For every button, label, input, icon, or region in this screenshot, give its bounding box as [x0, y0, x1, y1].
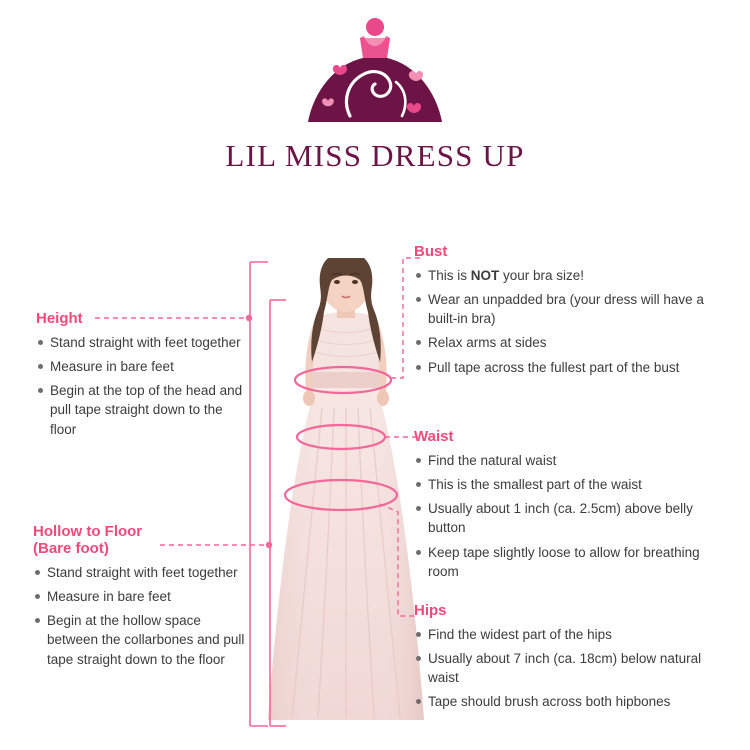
list-item: Keep tape slightly loose to allow for breathing room [414, 543, 719, 581]
list-item: Tape should brush across both hipbones [414, 692, 719, 711]
section-bust-bullets [414, 266, 719, 377]
list-item: Usually about 1 inch (ca. 2.5cm) above belly button [414, 499, 719, 537]
section-hips-title: Hips [414, 602, 447, 619]
section-hollow-to-floor [33, 523, 251, 674]
section-waist-title: Waist [414, 428, 454, 445]
list-item: Pull tape across the fullest part of the bust [414, 358, 719, 377]
list-item: Relax arms at sides [414, 333, 719, 352]
brand-name: LIL MISS DRESS UP [225, 138, 525, 173]
section-height-title: Height [36, 310, 83, 327]
list-item: Measure in bare feet [36, 357, 248, 376]
section-waist-bullets [414, 451, 719, 581]
brand-logo [0, 12, 750, 174]
section-height-bullets [36, 333, 248, 439]
list-item: Usually about 7 inch (ca. 18cm) below natural waist [414, 649, 719, 687]
section-waist [414, 428, 719, 586]
list-item: Measure in bare feet [33, 587, 251, 606]
list-item: Find the widest part of the hips [414, 625, 719, 644]
section-hollow-to-floor-title-main: Hollow to Floor [33, 523, 143, 540]
section-hollow-to-floor-subtitle: (Bare foot) [33, 540, 109, 557]
list-item: This is the smallest part of the waist [414, 475, 719, 494]
section-hips [414, 602, 719, 717]
list-item: This is NOT your bra size! [414, 266, 719, 285]
section-bust-title: Bust [414, 243, 448, 260]
list-item: Begin at the hollow space between the collarbones and pull tape straight down to the floor [33, 611, 251, 668]
section-hollow-to-floor-title [33, 523, 251, 557]
list-item: Stand straight with feet together [36, 333, 248, 352]
list-item: Stand straight with feet together [33, 563, 251, 582]
list-item: Wear an unpadded bra (your dress will have a built-in bra) [414, 290, 719, 328]
section-bust [414, 243, 719, 382]
list-item: Find the natural waist [414, 451, 719, 470]
dress-logo-icon [290, 12, 460, 132]
list-item: Begin at the top of the head and pull tape straight down to the floor [36, 381, 248, 438]
section-hips-bullets [414, 625, 719, 712]
section-hollow-to-floor-bullets [33, 563, 251, 669]
section-height [36, 310, 248, 444]
